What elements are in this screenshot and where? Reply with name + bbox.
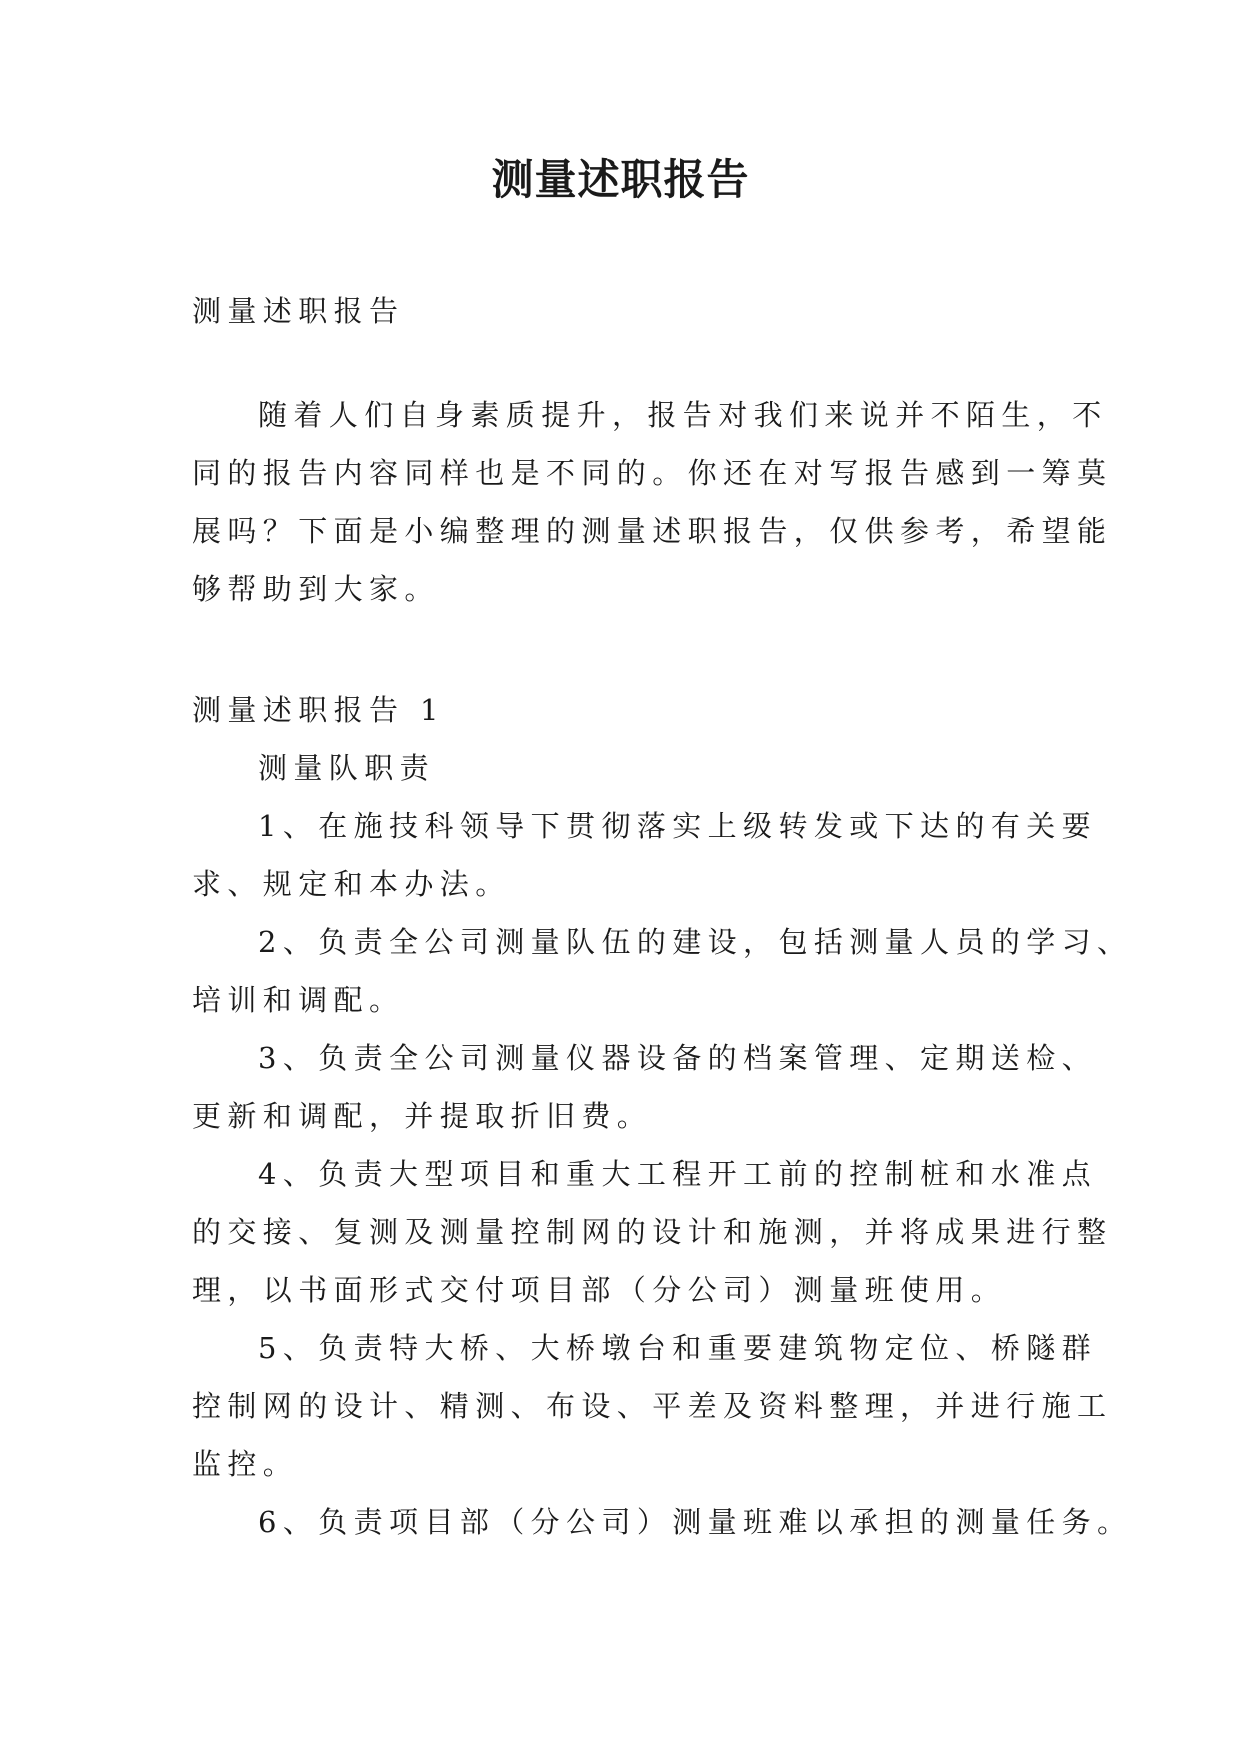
list-item-line: 监控。: [192, 1447, 299, 1481]
list-item-line: 理，以书面形式交付项目部（分公司）测量班使用。: [192, 1273, 1007, 1307]
paragraph-line: 随着人们自身素质提升，报告对我们来说并不陌生，不: [258, 398, 1108, 432]
intro-paragraph: [192, 386, 1113, 618]
section-subheading-line: 测量队职责: [258, 751, 436, 785]
list-item-line: 更新和调配，并提取折旧费。: [192, 1099, 653, 1133]
list-item-line: 6、负责项目部（分公司）测量班难以承担的测量任务。: [258, 1505, 1133, 1539]
section-subheading: [192, 739, 1054, 797]
list-item-line: 的交接、复测及测量控制网的设计和施测，并将成果进行整: [192, 1215, 1113, 1249]
document-subtitle: [192, 282, 1054, 340]
list-item-line: 1、在施技科领导下贯彻落实上级转发或下达的有关要: [258, 809, 1098, 843]
list-item-line: 培训和调配。: [192, 983, 405, 1017]
paragraph-line: 展吗？下面是小编整理的测量述职报告，仅供参考，希望能: [192, 514, 1113, 548]
list-item-line: 5、负责特大桥、大桥墩台和重要建筑物定位、桥隧群: [258, 1331, 1098, 1365]
subtitle-line: 测量述职报告: [192, 294, 405, 328]
list-item-line: 控制网的设计、精测、布设、平差及资料整理，并进行施工: [192, 1389, 1113, 1423]
list-item-line: 4、负责大型项目和重大工程开工前的控制桩和水准点: [258, 1157, 1098, 1191]
section-heading-line: 测量述职报告 1: [192, 693, 445, 727]
list-item-line: 求、规定和本办法。: [192, 867, 511, 901]
paragraph-line: 够帮助到大家。: [192, 572, 440, 606]
paragraph-line: 同的报告内容同样也是不同的。你还在对写报告感到一筹莫: [192, 456, 1113, 490]
section-heading: [192, 681, 1054, 739]
duty-list: [192, 797, 1133, 1551]
list-item-line: 3、负责全公司测量仪器设备的档案管理、定期送检、: [258, 1041, 1098, 1075]
document-title: 测量述职报告: [491, 155, 750, 204]
list-item-line: 2、负责全公司测量队伍的建设，包括测量人员的学习、: [258, 925, 1133, 959]
